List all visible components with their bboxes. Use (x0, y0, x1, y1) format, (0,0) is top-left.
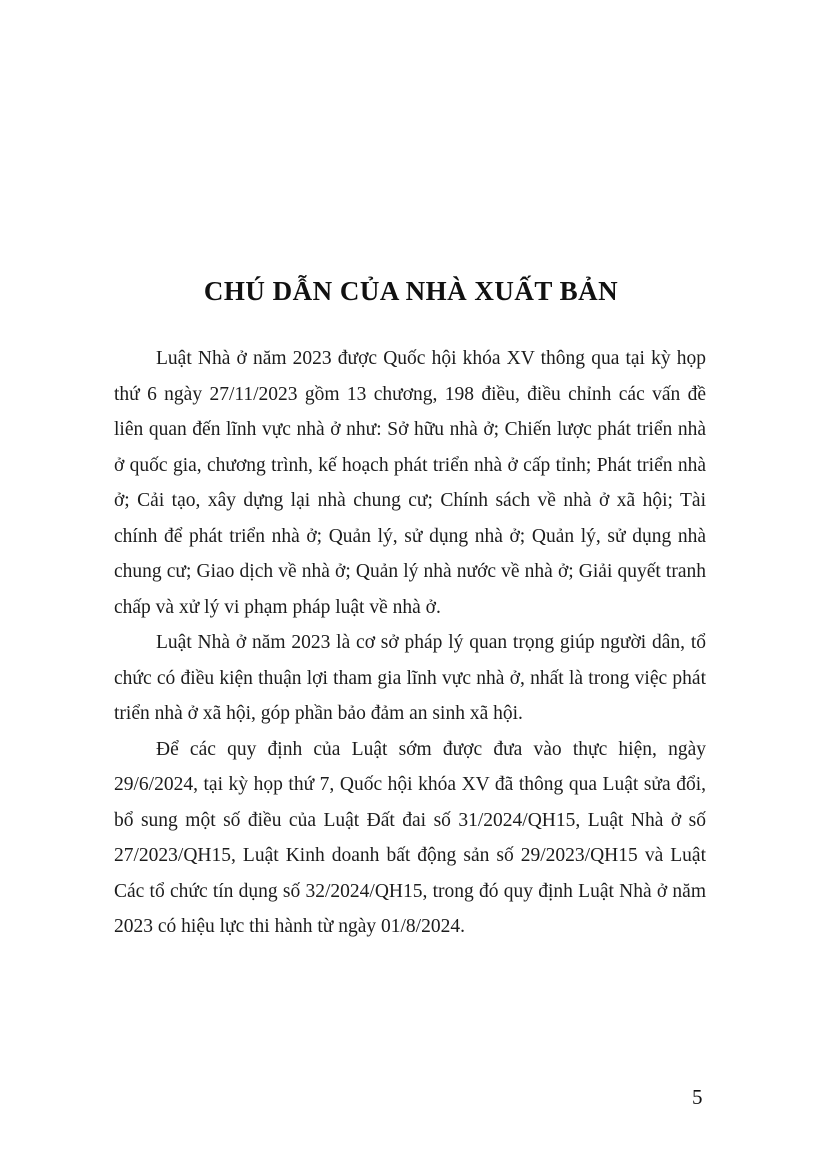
page-number: 5 (692, 1085, 703, 1109)
paragraph: Luật Nhà ở năm 2023 được Quốc hội khóa XV thông qua tại kỳ họp thứ 6 ngày 27/11/2023 gồm 13 chương, 198 điều, điều chỉnh các vấn đề liên quan đến lĩnh vực nhà ở như: Sở hữu nhà ở; Chiến lược phát triển nhà ở quốc gia, chương trình, kế hoạch phát triển nhà ở cấp tỉnh; Phát triển nhà ở; Cải tạo, xây dựng lại nhà chung cư; Chính sách về nhà ở xã hội; Tài chính để phát triển nhà ở; Quản lý, sử dụng nhà ở; Quản lý, sử dụng nhà chung cư; Giao dịch về nhà ở; Quản lý nhà nước về nhà ở; Giải quyết tranh chấp và xử lý vi phạm pháp luật về nhà ở. (114, 348, 706, 618)
body-text (114, 341, 706, 945)
page-title: CHÚ DẪN CỦA NHÀ XUẤT BẢN (203, 276, 619, 307)
paragraph: Để các quy định của Luật sớm được đưa vào thực hiện, ngày 29/6/2024, tại kỳ họp thứ 7, Quốc hội khóa XV đã thông qua Luật sửa đổi, bổ sung một số điều của Luật Đất đai số 31/2024/QH15, Luật Nhà ở số 27/2023/QH15, Luật Kinh doanh bất động sản số 29/2023/QH15 và Luật Các tổ chức tín dụng số 32/2024/QH15, trong đó quy định Luật Nhà ở năm 2023 có hiệu lực thi hành từ ngày 01/8/2024. (114, 738, 706, 937)
paragraph: Luật Nhà ở năm 2023 là cơ sở pháp lý quan trọng giúp người dân, tổ chức có điều kiện thuận lợi tham gia lĩnh vực nhà ở, nhất là trong việc phát triển nhà ở xã hội, góp phần bảo đảm an sinh xã hội. (114, 632, 706, 724)
